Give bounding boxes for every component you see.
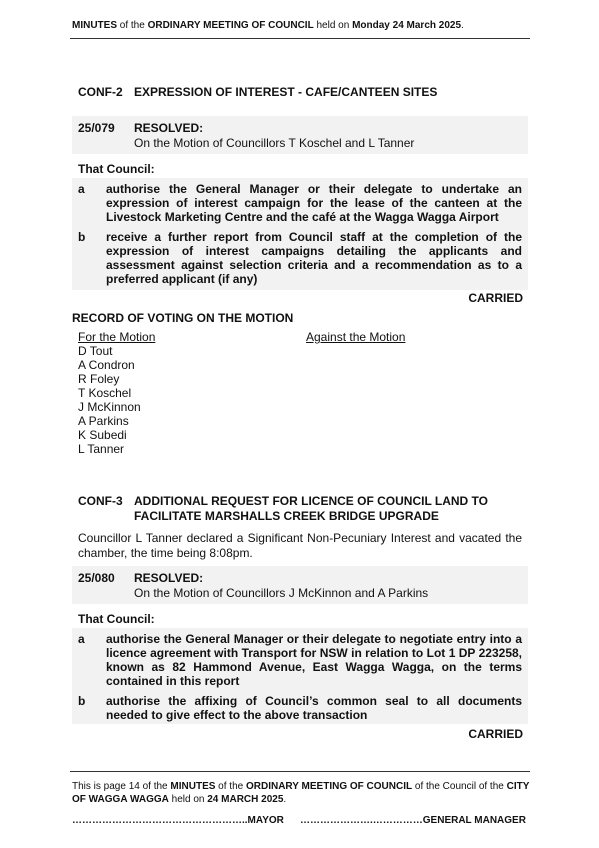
voter-name: T Koschel xyxy=(78,386,132,400)
for-motion-heading: For the Motion xyxy=(78,330,156,344)
page-header xyxy=(72,20,464,31)
voter-name: A Condron xyxy=(78,358,135,372)
motion-text: On the Motion of Councillors T Koschel and L Tanner xyxy=(134,136,415,150)
footer-rule xyxy=(70,771,530,772)
footer-meeting: ORDINARY MEETING OF COUNCIL xyxy=(245,781,413,792)
section-code: CONF-3 xyxy=(78,494,123,508)
item-letter: b xyxy=(78,230,86,244)
item-letter: b xyxy=(78,694,86,708)
section-title: EXPRESSION OF INTEREST - CAFE/CANTEEN SITES xyxy=(134,85,438,99)
motion-text: On the Motion of Councillors J McKinnon and A Parkins xyxy=(134,586,429,600)
interest-declaration: Councillor L Tanner declared a Significant Non-Pecuniary Interest and vacated the chamber, the time being 8:08pm. xyxy=(78,531,522,560)
resolution-number: 25/080 xyxy=(78,571,115,585)
footer-text: held on xyxy=(168,794,208,805)
header-rule xyxy=(70,38,530,39)
item-letter: a xyxy=(78,182,85,196)
that-council-label: That Council: xyxy=(78,162,155,176)
page-footer xyxy=(72,780,532,806)
footer-council: CITY OF WAGGA WAGGA xyxy=(72,781,530,805)
resolution-number: 25/079 xyxy=(78,121,115,135)
voter-name: R Foley xyxy=(78,372,120,386)
footer-date: 24 MARCH 2025 xyxy=(207,794,284,805)
header-text: held on xyxy=(313,20,353,31)
general-manager-signature-line: ………………….……………GENERAL MANAGER xyxy=(300,815,526,826)
voting-record-title: RECORD OF VOTING ON THE MOTION xyxy=(72,311,294,325)
section-heading-conf2 xyxy=(78,85,437,99)
footer-text: . xyxy=(283,794,287,805)
voter-name: L Tanner xyxy=(78,442,125,456)
voter-name: D Tout xyxy=(78,344,113,358)
resolution-item: authorise the General Manager or their delegate to undertake an expression of interest campaign for the lease of the canteen at the Livestock Marketing Centre and the café at the Wagga Wagga Airport xyxy=(106,182,522,224)
voter-name: J McKinnon xyxy=(78,400,141,414)
footer-text: of the Council of the xyxy=(412,781,507,792)
header-text: . xyxy=(461,20,464,31)
header-text: of the xyxy=(117,20,148,31)
footer-minutes: MINUTES xyxy=(170,781,216,792)
resolved-label: RESOLVED: xyxy=(134,121,204,135)
header-minutes: MINUTES xyxy=(72,20,117,31)
resolution-item: authorise the affixing of Council’s common seal to all documents needed to give effect to the above transaction xyxy=(106,694,522,722)
header-date: Monday 24 March 2025 xyxy=(352,20,462,31)
section-heading-conf3 xyxy=(78,494,488,508)
mayor-signature-line: ……………………………………………..MAYOR xyxy=(72,815,284,826)
section-code: CONF-2 xyxy=(78,85,123,99)
carried-label: CARRIED xyxy=(468,291,523,305)
section-title-line1: ADDITIONAL REQUEST FOR LICENCE OF COUNCIL LAND TO xyxy=(134,494,489,508)
resolution-item: receive a further report from Council staff at the completion of the expression of interest campaigns detailing the applicants and assessment against selection criteria and a recommendation as to a preferred applicant (if any) xyxy=(106,230,522,286)
against-motion-heading: Against the Motion xyxy=(306,330,406,344)
voter-name: K Subedi xyxy=(78,428,127,442)
voter-name: A Parkins xyxy=(78,414,129,428)
that-council-label: That Council: xyxy=(78,612,155,626)
item-letter: a xyxy=(78,632,85,646)
resolved-label: RESOLVED: xyxy=(134,571,204,585)
section-title-line2: FACILITATE MARSHALLS CREEK BRIDGE UPGRADE xyxy=(134,509,439,523)
footer-text: of the xyxy=(215,781,246,792)
resolution-item: authorise the General Manager or their delegate to negotiate entry into a licence agreement with Transport for NSW in relation to Lot 1 DP 223258, known as 82 Hammond Avenue, East Wagga Wagga, on the terms contained in this report xyxy=(106,632,522,688)
carried-label: CARRIED xyxy=(468,727,523,741)
footer-text: This is page 14 of the xyxy=(72,781,171,792)
header-meeting: ORDINARY MEETING OF COUNCIL xyxy=(147,20,314,31)
